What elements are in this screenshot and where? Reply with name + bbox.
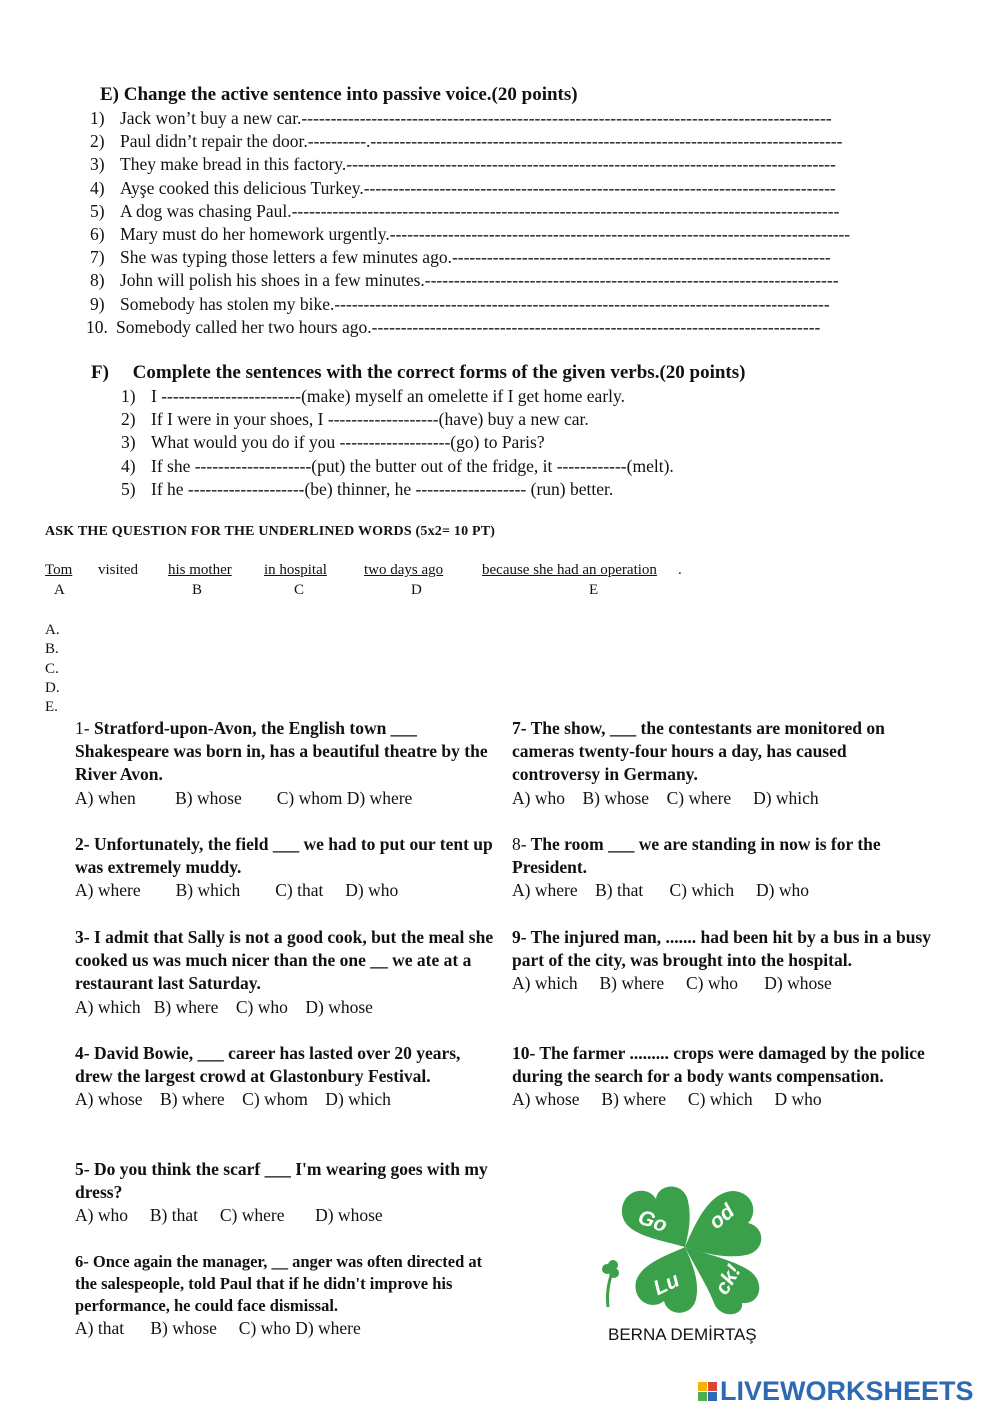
- item-number: 9): [90, 293, 105, 314]
- label-c: C: [294, 582, 305, 598]
- item-text: They make bread in this factory.------------------------------------------------------------------------------------: [120, 154, 836, 175]
- logo-syllable: Lu: [650, 1268, 684, 1301]
- liveworksheets-watermark: [698, 1376, 974, 1407]
- question-number: 1-: [75, 718, 90, 738]
- list-item: [90, 153, 850, 176]
- question-number: 4-: [75, 1043, 90, 1063]
- list-item: [121, 478, 674, 501]
- item-number: 7): [90, 247, 105, 268]
- item-number: 2): [90, 131, 105, 152]
- item-number: 4): [121, 455, 136, 476]
- item-number: 4): [90, 177, 105, 198]
- logo-syllable: ck!: [710, 1260, 746, 1299]
- item-text: If he --------------------(be) thinner, he ------------------- (run) better.: [151, 478, 614, 499]
- question-text: The injured man, ....... had been hit by a bus in a busy part of the city, was brought into the hospital.: [512, 927, 931, 971]
- question-8: [512, 833, 937, 903]
- item-text: Mary must do her homework urgently.-------------------------------------------------------------------------------: [120, 224, 851, 245]
- item-number: 3): [121, 432, 136, 453]
- question-number: 3-: [75, 927, 90, 947]
- item-text: John will polish his shoes in a few minutes.-----------------------------------------------------------------------: [120, 270, 839, 291]
- underlined-word-his-mother: his mother: [168, 562, 232, 578]
- list-item: [90, 269, 850, 292]
- section-f-title: F) Complete the sentences with the correct forms of the given verbs.(20 points): [91, 362, 746, 383]
- list-item: [90, 200, 850, 223]
- question-text: The show, ___ the contestants are monitored on cameras twenty-four hours a day, has caused controversy in Germany.: [512, 718, 885, 785]
- logo-syllable: Go: [634, 1205, 671, 1238]
- question-options: A) who B) whose C) where D) which: [512, 787, 819, 808]
- question-text: David Bowie, ___ career has lasted over 20 years, drew the largest crowd at Glastonbury Festival.: [75, 1043, 461, 1087]
- item-text: Somebody called her two hours ago.-----------------------------------------------------------------------------: [116, 316, 821, 337]
- list-item: [121, 455, 674, 478]
- question-1: [75, 717, 500, 810]
- label-a: A: [54, 582, 65, 598]
- question-number: 9-: [512, 927, 527, 947]
- section-e-list: [86, 107, 851, 339]
- answer-line-c: C.: [45, 660, 59, 677]
- underlined-word-two-days-ago: two days ago: [364, 562, 444, 578]
- question-text: Do you think the scarf ___ I'm wearing goes with my dress?: [75, 1159, 488, 1203]
- question-options: A) whose B) where C) which D who: [512, 1089, 822, 1110]
- question-options: A) whose B) where C) whom D) which: [75, 1089, 391, 1110]
- question-6: [75, 1251, 500, 1340]
- question-options: A) that B) whose C) who D) where: [75, 1318, 361, 1338]
- underlined-word-tom: Tom: [45, 562, 73, 578]
- logo-syllable: od: [704, 1199, 740, 1234]
- question-text: Unfortunately, the field ___ we had to put our tent up was extremely muddy.: [75, 834, 493, 878]
- question-text: I admit that Sally is not a good cook, but the meal she cooked us was much nicer than the one __ we ate at a restaurant last Saturday.: [75, 927, 494, 994]
- question-3: [75, 926, 500, 1019]
- underlined-word-in-hospital: in hospital: [264, 562, 327, 578]
- answer-line-d: D.: [45, 679, 60, 696]
- item-text: Ayşe cooked this delicious Turkey.---------------------------------------------------------------------------------: [120, 177, 836, 198]
- question-number: 2-: [75, 834, 90, 854]
- answer-line-a: A.: [45, 622, 60, 638]
- list-item: [90, 130, 850, 153]
- item-number: 5): [90, 200, 105, 221]
- item-text: She was typing those letters a few minutes ago.-----------------------------------------------------------------: [120, 247, 831, 268]
- liveworksheets-logo-icon: [698, 1382, 717, 1401]
- list-item: [121, 431, 674, 454]
- list-item: [121, 408, 674, 431]
- question-options: A) who B) that C) where D) whose: [75, 1205, 383, 1226]
- list-item: [90, 177, 850, 200]
- period: .: [678, 562, 682, 578]
- item-text: I ------------------------(make) myself an omelette if I get home early.: [151, 386, 626, 406]
- question-2: [75, 833, 500, 903]
- item-number: 6): [90, 224, 105, 245]
- item-number: 1): [90, 108, 105, 128]
- clover-icon: [598, 1177, 773, 1317]
- question-options: A) which B) where C) who D) whose: [75, 996, 373, 1017]
- question-options: A) which B) where C) who D) whose: [512, 973, 832, 994]
- question-text: The room ___ we are standing in now is for the President.: [512, 834, 881, 878]
- item-number: 10.: [86, 316, 108, 337]
- good-luck-clover-logo: [598, 1177, 773, 1322]
- label-e: E: [589, 582, 599, 598]
- question-options: A) where B) that C) which D) who: [512, 880, 809, 901]
- question-options: A) where B) which C) that D) who: [75, 880, 399, 901]
- answer-line-e: E.: [45, 699, 58, 716]
- question-4: [75, 1042, 500, 1112]
- item-number: 5): [121, 478, 136, 499]
- item-text: What would you do if you -------------------(go) to Paris?: [151, 432, 545, 453]
- item-text: Jack won’t buy a new car.-------------------------------------------------------------------------------------------: [120, 108, 832, 128]
- question-number: 5-: [75, 1159, 90, 1179]
- list-item: [86, 316, 850, 339]
- question-text: Once again the manager, __ anger was often directed at the salespeople, told Paul that if he didn't improve his performance, he could face dismissal.: [75, 1252, 483, 1315]
- section-f-list: [121, 385, 674, 501]
- watermark-text: LIVEWORKSHEETS: [720, 1376, 974, 1406]
- word-visited: visited: [98, 562, 138, 578]
- question-number: 10-: [512, 1043, 536, 1063]
- question-9: [512, 926, 937, 996]
- question-10: [512, 1042, 937, 1112]
- question-7: [512, 717, 937, 810]
- item-text: If I were in your shoes, I -------------------(have) buy a new car.: [151, 409, 589, 430]
- list-item: [90, 223, 850, 246]
- item-text: Paul didn’t repair the door.----------.---------------------------------------------------------------------------------: [120, 131, 843, 152]
- list-item: [90, 293, 850, 316]
- list-item: [121, 385, 674, 408]
- section-e-title: E) Change the active sentence into passive voice.(20 points): [100, 84, 578, 105]
- list-item: [90, 246, 850, 269]
- item-text: Somebody has stolen my bike.-------------------------------------------------------------------------------------: [120, 293, 830, 314]
- label-d: D: [411, 582, 422, 598]
- item-number: 2): [121, 409, 136, 430]
- question-text: Stratford-upon-Avon, the English town ___ Shakespeare was born in, has a beautiful theatre by the River Avon.: [75, 718, 488, 785]
- underlined-word-because: because she had an operation: [482, 562, 657, 578]
- ask-question-heading: ASK THE QUESTION FOR THE UNDERLINED WORDS (5x2= 10 PT): [45, 524, 496, 539]
- item-number: 3): [90, 154, 105, 175]
- question-number: 6-: [75, 1252, 89, 1271]
- question-text: The farmer ......... crops were damaged by the police during the search for a body wants compensation.: [512, 1043, 925, 1087]
- answer-line-b: B.: [45, 641, 59, 658]
- list-item: [90, 107, 850, 130]
- item-text: If she --------------------(put) the butter out of the fridge, it ------------(melt).: [151, 455, 674, 476]
- item-number: 1): [121, 386, 136, 406]
- item-number: 8): [90, 270, 105, 291]
- answer-lines: [45, 621, 60, 717]
- question-number: 7-: [512, 718, 527, 738]
- item-text: A dog was chasing Paul.----------------------------------------------------------------------------------------------: [120, 200, 840, 221]
- author-name: BERNA DEMİRTAŞ: [608, 1325, 757, 1344]
- question-number: 8-: [512, 834, 527, 854]
- question-options: A) when B) whose C) whom D) where: [75, 787, 413, 808]
- label-b: B: [192, 582, 203, 598]
- question-5: [75, 1158, 500, 1228]
